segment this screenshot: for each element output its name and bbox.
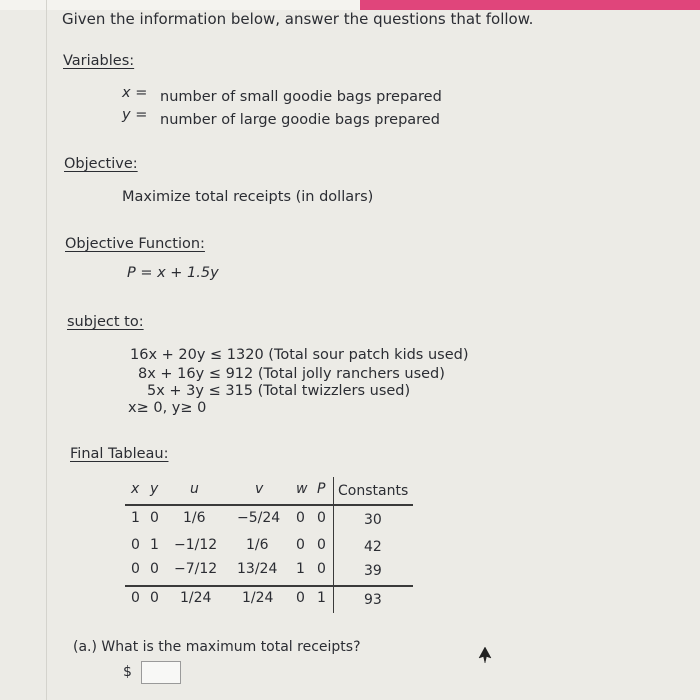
tableau-header: u (190, 481, 199, 497)
tableau-constants-divider (333, 477, 334, 613)
tableau-cell: 0 (150, 510, 159, 526)
tableau-cell: 1 (131, 510, 140, 526)
tableau-cell: 1/24 (180, 590, 212, 606)
tableau-cell: 0 (131, 590, 140, 606)
variables-heading: Variables: (63, 53, 135, 69)
constraints-heading: subject to: (67, 314, 144, 330)
currency-symbol: $ (123, 664, 132, 680)
final-tableau (125, 477, 415, 617)
tableau-cell: 1 (317, 590, 326, 606)
variable-y-description: number of large goodie bags prepared (160, 112, 440, 128)
tableau-cell: 42 (364, 539, 382, 555)
tableau-divider (125, 585, 413, 587)
objective-text: Maximize total receipts (in dollars) (122, 189, 374, 205)
tableau-cell: 1 (296, 561, 305, 577)
tableau-cell: 1 (150, 537, 159, 553)
tableau-cell: 0 (296, 590, 305, 606)
tableau-cell: 1/24 (242, 590, 274, 606)
top-bar (0, 0, 700, 10)
objective-function-equation: P = x + 1.5y (127, 265, 219, 281)
tableau-header: x (131, 481, 140, 497)
constraint-line: 5x + 3y ≤ 315 (Total twizzlers used) (147, 383, 411, 399)
variable-x-description: number of small goodie bags prepared (160, 89, 442, 105)
tableau-cell: 30 (364, 512, 382, 528)
constraint-line: 16x + 20y ≤ 1320 (Total sour patch kids used) (130, 347, 469, 363)
question-label: (a.) What is the maximum total receipts? (73, 639, 361, 655)
tableau-cell: 0 (317, 510, 326, 526)
tableau-cell: 0 (317, 561, 326, 577)
objective-heading: Objective: (64, 156, 138, 172)
tableau-header: w (296, 481, 308, 497)
tableau-cell: 93 (364, 592, 382, 608)
tableau-header: Constants (338, 483, 409, 499)
constraint-line: 8x + 16y ≤ 912 (Total jolly ranchers used) (138, 366, 445, 382)
tableau-cell: 0 (150, 561, 159, 577)
variable-x-symbol: x = (122, 85, 148, 101)
top-bar-accent (360, 0, 700, 10)
tableau-cell: −7/12 (174, 561, 218, 577)
tableau-cell: 1/6 (183, 510, 206, 526)
variable-y-symbol: y = (122, 107, 148, 123)
tableau-cell: 0 (296, 510, 305, 526)
tableau-cell: −5/24 (237, 510, 281, 526)
tableau-cell: −1/12 (174, 537, 218, 553)
mouse-pointer-icon (478, 646, 492, 664)
tableau-header: v (255, 481, 264, 497)
tableau-divider (125, 504, 413, 506)
tableau-cell: 0 (131, 537, 140, 553)
left-margin-line (46, 0, 47, 700)
tableau-header: y (150, 481, 159, 497)
tableau-cell: 13/24 (237, 561, 278, 577)
tableau-cell: 0 (131, 561, 140, 577)
tableau-header: P (317, 481, 326, 497)
tableau-heading: Final Tableau: (70, 446, 169, 462)
answer-input[interactable] (141, 661, 181, 684)
tableau-cell: 39 (364, 563, 382, 579)
constraint-line: x≥ 0, y≥ 0 (128, 400, 207, 416)
tableau-cell: 0 (296, 537, 305, 553)
top-bar-left (0, 0, 360, 10)
tableau-cell: 0 (317, 537, 326, 553)
instruction-text: Given the information below, answer the questions that follow. (62, 10, 534, 28)
objective-function-heading: Objective Function: (65, 236, 205, 252)
tableau-cell: 1/6 (246, 537, 269, 553)
tableau-cell: 0 (150, 590, 159, 606)
